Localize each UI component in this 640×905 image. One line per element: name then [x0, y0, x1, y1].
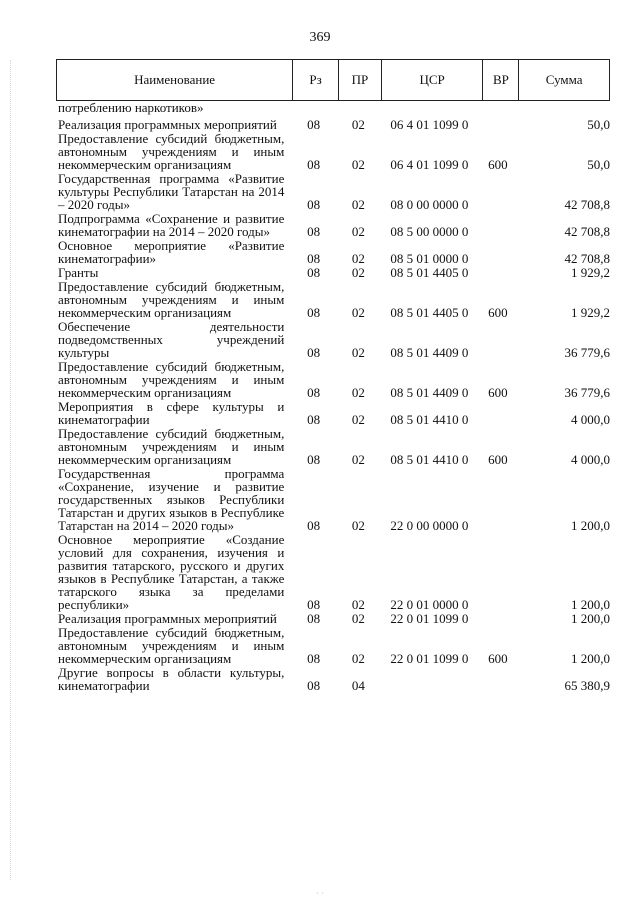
header-sum: Сумма: [545, 72, 583, 87]
header-csr: ЦСР: [382, 60, 484, 100]
row-rz: 08: [307, 157, 321, 172]
row-rz: 08: [307, 678, 321, 693]
row-sum: 1 200,0: [570, 611, 610, 626]
row-name: Предоставление субсидий бюджетным, автономным учреждениям и иным некоммерческим организациям: [58, 359, 285, 400]
row-csr: 22 0 01 0000 0: [390, 597, 469, 612]
row-rz: 08: [307, 117, 321, 132]
row-name: Основное мероприятие «Развитие кинематографии»: [58, 238, 285, 266]
scan-edge-line: [10, 60, 11, 880]
table-body: [58, 101, 610, 693]
row-name: Предоставление субсидий бюджетным, автономным учреждениям и иным некоммерческим организациям: [58, 279, 285, 320]
row-rz: 08: [307, 197, 321, 212]
row-rz: 08: [307, 412, 321, 427]
table-row: [58, 118, 610, 132]
table-row: [58, 266, 610, 280]
row-name: Мероприятия в сфере культуры и кинематографии: [58, 399, 285, 427]
row-name: Подпрограмма «Сохранение и развитие кинематографии на 2014 – 2020 годы»: [58, 211, 285, 239]
table-header: [56, 59, 610, 101]
row-rz: 08: [307, 611, 321, 626]
row-csr: 08 0 00 0000 0: [390, 197, 469, 212]
row-sum: 1 929,2: [570, 265, 610, 280]
table-row: [58, 467, 610, 533]
row-pr: 02: [351, 518, 365, 533]
table-row: [58, 172, 610, 212]
table-row: [58, 132, 610, 172]
row-pr: 02: [351, 452, 365, 467]
row-rz: 08: [307, 651, 321, 666]
row-rz: 08: [307, 251, 321, 266]
row-name: Основное мероприятие «Создание условий для сохранения, изучения и развития татарского, русского и других языков в Республике Татарстан, а также татарского языка за пределами республики»: [58, 532, 285, 612]
row-sum: 36 779,6: [564, 345, 610, 360]
row-pr: 02: [351, 385, 365, 400]
table-row: [58, 626, 610, 666]
row-pr: 02: [351, 597, 365, 612]
row-pr: 04: [351, 678, 365, 693]
row-sum: 65 380,9: [564, 678, 610, 693]
row-sum: 4 000,0: [570, 412, 610, 427]
row-name: Другие вопросы в области культуры, кинематографии: [58, 665, 285, 693]
row-pr: 02: [351, 197, 365, 212]
row-sum: 42 708,8: [564, 197, 610, 212]
header-vr: ВР: [483, 60, 519, 100]
row-name: Реализация программных мероприятий: [58, 611, 277, 626]
row-vr: 600: [488, 157, 508, 172]
row-csr: 06 4 01 1099 0: [390, 157, 469, 172]
row-name: Обеспечение деятельности подведомственных учреждений культуры: [58, 319, 285, 360]
row-csr: 08 5 00 0000 0: [390, 224, 469, 239]
row-sum: 42 708,8: [564, 224, 610, 239]
row-vr: 600: [488, 385, 508, 400]
row-name: Предоставление субсидий бюджетным, автономным учреждениям и иным некоммерческим организациям: [58, 131, 285, 172]
header-name: Наименование: [57, 60, 293, 100]
row-csr: 08 5 01 4410 0: [390, 452, 469, 467]
table-row: [58, 666, 610, 693]
row-sum: 1 200,0: [570, 518, 610, 533]
row-csr: 08 5 01 4405 0: [390, 305, 469, 320]
row-rz: 08: [307, 597, 321, 612]
row-vr: 600: [488, 452, 508, 467]
header-rz: Рз: [293, 60, 339, 100]
page-number: 369: [309, 30, 331, 45]
table-row: [58, 239, 610, 266]
row-pr: 02: [351, 251, 365, 266]
row-rz: 08: [307, 305, 321, 320]
row-csr: 08 5 01 4410 0: [390, 412, 469, 427]
table-row: [58, 212, 610, 239]
row-csr: 08 5 01 0000 0: [390, 251, 469, 266]
row-sum: 1 200,0: [570, 651, 610, 666]
row-pr: 02: [351, 224, 365, 239]
row-name: Предоставление субсидий бюджетным, автономным учреждениям и иным некоммерческим организациям: [58, 625, 285, 666]
row-rz: 08: [307, 224, 321, 239]
row-sum: 42 708,8: [564, 251, 610, 266]
continuation-text: потреблению наркотиков»: [58, 100, 204, 115]
row-name: Государственная программа «Развитие культуры Республики Татарстан на 2014 – 2020 годы»: [58, 171, 285, 212]
row-csr: 22 0 01 1099 0: [390, 611, 469, 626]
row-sum: 4 000,0: [570, 452, 610, 467]
row-sum: 36 779,6: [564, 385, 610, 400]
row-pr: 02: [351, 345, 365, 360]
footer-mark: · ·: [315, 888, 325, 898]
row-vr: 600: [488, 651, 508, 666]
row-sum: 50,0: [587, 157, 610, 172]
row-rz: 08: [307, 452, 321, 467]
table-row: [58, 400, 610, 427]
table-row: [58, 280, 610, 320]
row-pr: 02: [351, 611, 365, 626]
row-csr: 22 0 00 0000 0: [390, 518, 469, 533]
row-pr: 02: [351, 157, 365, 172]
row-csr: 22 0 01 1099 0: [390, 651, 469, 666]
row-pr: 02: [351, 651, 365, 666]
row-pr: 02: [351, 412, 365, 427]
header-pr: ПР: [339, 60, 382, 100]
row-name: Гранты: [58, 265, 99, 280]
row-rz: 08: [307, 518, 321, 533]
row-name: Реализация программных мероприятий: [58, 117, 277, 132]
row-name: Государственная программа «Сохранение, изучение и развитие государственных языков Республики Татарстан и других языков в Республике Татарстан на 2014 – 2020 годы»: [58, 466, 285, 533]
row-name: Предоставление субсидий бюджетным, автономным учреждениям и иным некоммерческим организациям: [58, 426, 285, 467]
row-vr: 600: [488, 305, 508, 320]
row-csr: 06 4 01 1099 0: [390, 117, 469, 132]
row-pr: 02: [351, 305, 365, 320]
table-row: [58, 533, 610, 612]
row-sum: 1 200,0: [570, 597, 610, 612]
row-rz: 08: [307, 385, 321, 400]
table-row: [58, 320, 610, 360]
row-pr: 02: [351, 117, 365, 132]
table-row: [58, 427, 610, 467]
row-csr: 08 5 01 4409 0: [390, 385, 469, 400]
table-row: [58, 612, 610, 626]
row-sum: 50,0: [587, 117, 610, 132]
row-rz: 08: [307, 265, 321, 280]
row-csr: 08 5 01 4405 0: [390, 265, 469, 280]
table-row: [58, 360, 610, 400]
row-pr: 02: [351, 265, 365, 280]
row-sum: 1 929,2: [570, 305, 610, 320]
row-csr: 08 5 01 4409 0: [390, 345, 469, 360]
row-rz: 08: [307, 345, 321, 360]
